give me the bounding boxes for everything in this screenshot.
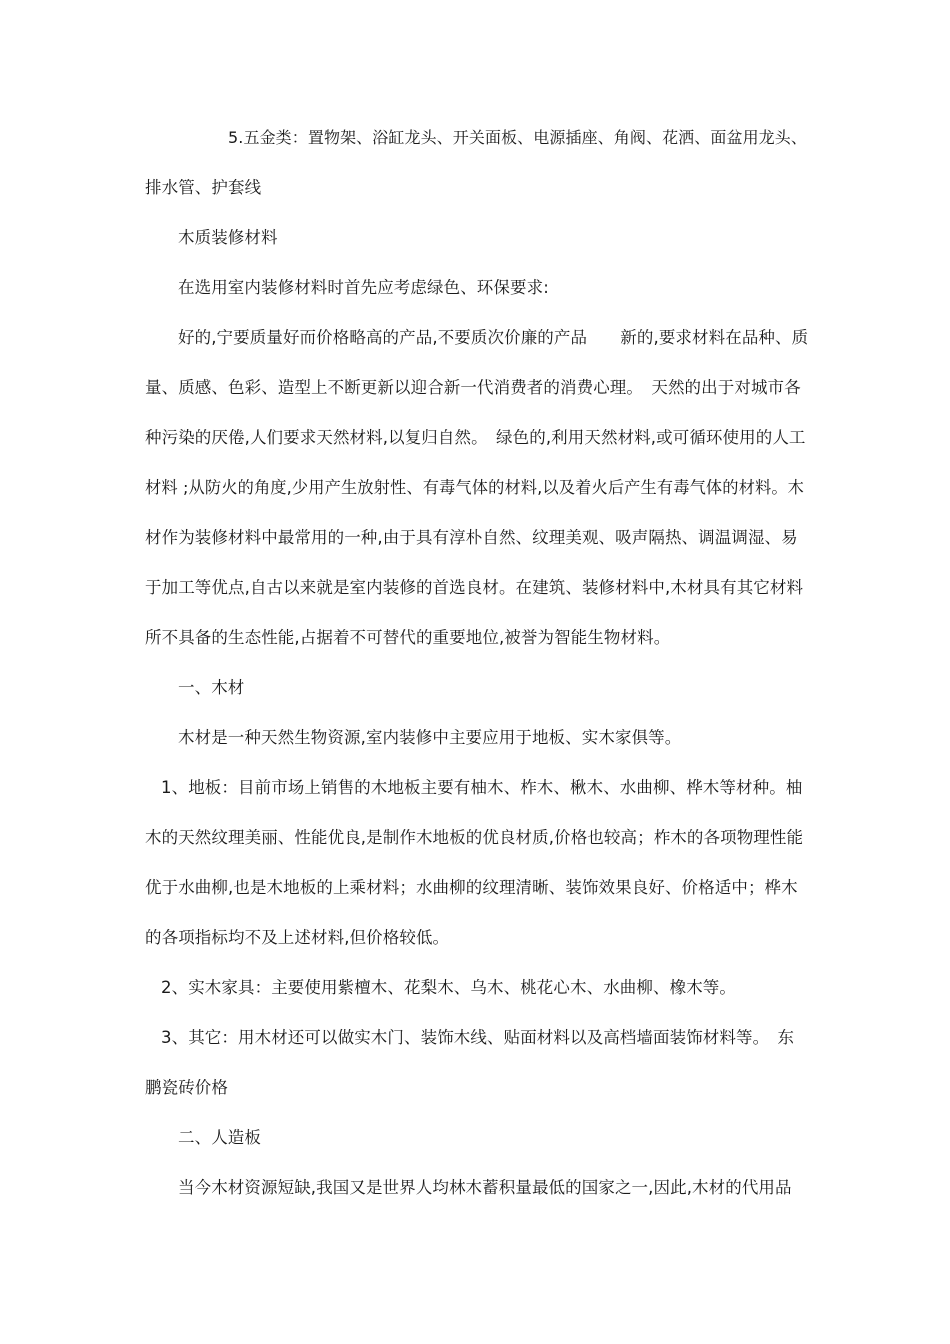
section-heading-wood-materials: 木质装修材料 (178, 228, 278, 247)
text-line-para1-1: 好的,宁要质量好而价格略高的产品,不要质次价廉的产品 新的,要求材料在品种、质 (178, 328, 809, 347)
text-line-hardware: 5.五金类：置物架、浴缸龙头、开关面板、电源插座、角阀、花洒、面盆用龙头、 (228, 128, 807, 147)
text-line-para1-3: 种污染的厌倦,人们要求天然材料,以复归自然。 绿色的,利用天然材料,或可循环使用的人工 (145, 428, 806, 447)
list-item-furniture: 2、实木家具：主要使用紫檀木、花梨木、乌木、桃花心木、水曲柳、橡木等。 (161, 978, 736, 997)
text-line-hardware-cont: 排水管、护套线 (145, 178, 262, 197)
section-heading-plywood: 二、人造板 (178, 1128, 261, 1147)
text-line-para1-7: 所不具备的生态性能,占据着不可替代的重要地位,被誉为智能生物材料。 (145, 628, 671, 647)
list-item-floor-4: 的各项指标均不及上述材料,但价格较低。 (145, 928, 450, 947)
list-item-other-2: 鹏瓷砖价格 (145, 1078, 228, 1097)
text-line-para1-6: 于加工等优点,自古以来就是室内装修的首选良材。在建筑、装修材料中,木材具有其它材料 (145, 578, 804, 597)
text-line-wood-intro: 木材是一种天然生物资源,室内装修中主要应用于地板、实木家俱等。 (178, 728, 682, 747)
text-line-para1-2: 量、质感、色彩、造型上不断更新以迎合新一代消费者的消费心理。 天然的出于对城市各 (145, 378, 801, 397)
list-item-other-1: 3、其它：用木材还可以做实木门、装饰木线、贴面材料以及高档墙面装饰材料等。 东 (161, 1028, 795, 1047)
text-line-plywood-intro: 当今木材资源短缺,我国又是世界人均林木蓄积量最低的国家之一,因此,木材的代用品 (178, 1178, 792, 1197)
section-heading-wood: 一、木材 (178, 678, 245, 697)
list-item-floor-1: 1、地板：目前市场上销售的木地板主要有柚木、柞木、楸木、水曲柳、桦木等材种。柚 (161, 778, 803, 797)
text-line-para1-4: 材料 ;从防火的角度,少用产生放射性、有毒气体的材料,以及着火后产生有毒气体的材料。木 (145, 478, 805, 497)
list-item-floor-3: 优于水曲柳,也是木地板的上乘材料；水曲柳的纹理清晰、装饰效果良好、价格适中；桦木 (145, 878, 798, 897)
text-line-intro: 在选用室内装修材料时首先应考虑绿色、环保要求: (178, 278, 549, 297)
text-line-para1-5: 材作为装修材料中最常用的一种,由于具有淳朴自然、纹理美观、吸声隔热、调温调湿、易 (145, 528, 798, 547)
list-item-floor-2: 木的天然纹理美丽、性能优良,是制作木地板的优良材质,价格也较高；柞木的各项物理性能 (145, 828, 804, 847)
